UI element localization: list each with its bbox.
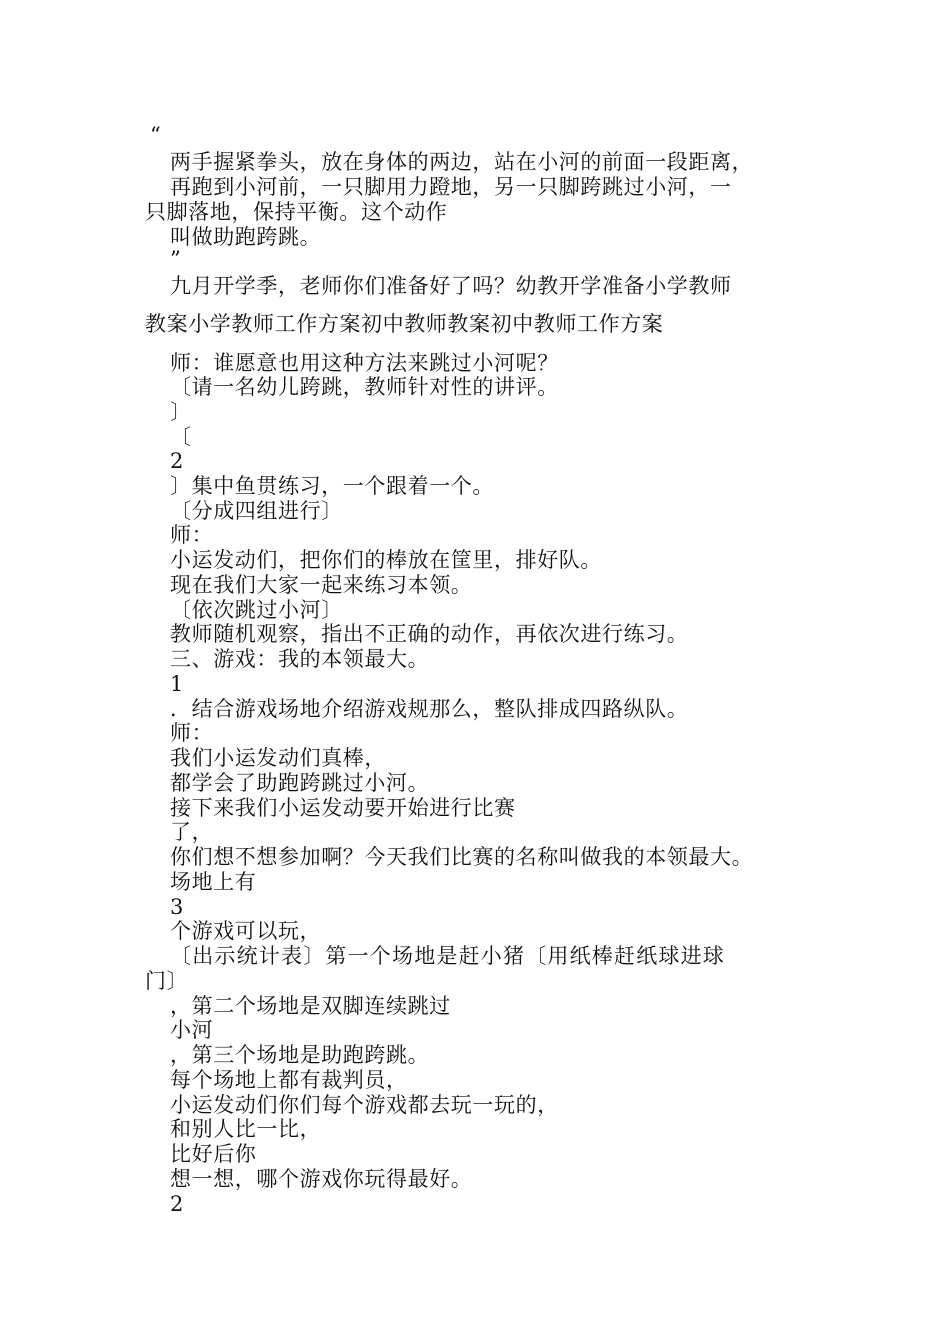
text-line: 1 [170, 672, 184, 696]
text-line: 〔请一名幼儿跨跳，教师针对性的讲评。 [170, 375, 559, 399]
text-line: 和别人比一比， [170, 1117, 322, 1141]
text-line: ，第三个场地是助跑跨跳。 [170, 1043, 430, 1067]
text-line: 每个场地上都有裁判员， [170, 1068, 408, 1092]
close-quote: ” [170, 247, 181, 271]
open-quote: “ [150, 123, 161, 147]
text-line: 接下来我们小运发动要开始进行比赛 [170, 796, 516, 820]
text-line: 小运发动们，把你们的棒放在筐里，排好队。 [170, 548, 602, 572]
text-line: ．结合游戏场地介绍游戏规那么，整队排成四路纵队。 [170, 697, 689, 721]
text-line: 教师随机观察，指出不正确的动作，再依次进行练习。 [170, 622, 689, 646]
text-line: 3 [170, 895, 184, 919]
text-line: 三、游戏：我的本领最大。 [170, 647, 430, 671]
text-line: 〔依次跳过小河〕 [170, 598, 343, 622]
text-line: 〔 [170, 425, 192, 449]
text-line: 九月开学季，老师你们准备好了吗？幼教开学准备小学教师 [170, 274, 732, 298]
text-line: 想一想，哪个游戏你玩得最好。 [170, 1167, 473, 1191]
text-line: 教案小学教师工作方案初中教师教案初中教师工作方案 [145, 312, 664, 336]
text-line: 都学会了助跑跨跳过小河。 [170, 771, 430, 795]
text-line: 〔出示统计表〕第一个场地是赶小猪〔用纸棒赶纸球进球 [170, 944, 725, 968]
text-line: 叫做助跑跨跳。 [170, 225, 322, 249]
text-line: 现在我们大家一起来练习本领。 [170, 573, 473, 597]
text-line: 再跑到小河前，一只脚用力蹬地，另一只脚跨跳过小河，一 [170, 175, 732, 199]
text-line: 师：谁愿意也用这种方法来跳过小河呢？ [170, 351, 559, 375]
text-line: 门〕 [145, 969, 189, 993]
text-line: 两手握紧拳头，放在身体的两边，站在小河的前面一段距离， [170, 150, 754, 174]
text-line: 师： [170, 721, 214, 745]
text-line: 了， [170, 820, 214, 844]
text-line: 你们想不想参加啊？今天我们比赛的名称叫做我的本领最大。 [170, 845, 754, 869]
text-line: 〕集中鱼贯练习，一个跟着一个。 [170, 474, 494, 498]
text-line: 〔分成四组进行〕 [170, 499, 343, 523]
text-line: 小运发动们你们每个游戏都去玩一玩的， [170, 1093, 559, 1117]
text-line: 我们小运发动们真棒， [170, 746, 386, 770]
text-line: 小河 [170, 1018, 214, 1042]
text-line: 只脚落地，保持平衡。这个动作 [145, 200, 448, 224]
text-line: 个游戏可以玩， [170, 919, 322, 943]
text-line: 场地上有 [170, 870, 257, 894]
text-line: 2 [170, 449, 184, 473]
text-line: 师： [170, 523, 214, 547]
text-line: 〕 [170, 400, 192, 424]
text-line: 比好后你 [170, 1142, 257, 1166]
text-line: 2 [170, 1192, 184, 1216]
text-line: ，第二个场地是双脚连续跳过 [170, 994, 451, 1018]
